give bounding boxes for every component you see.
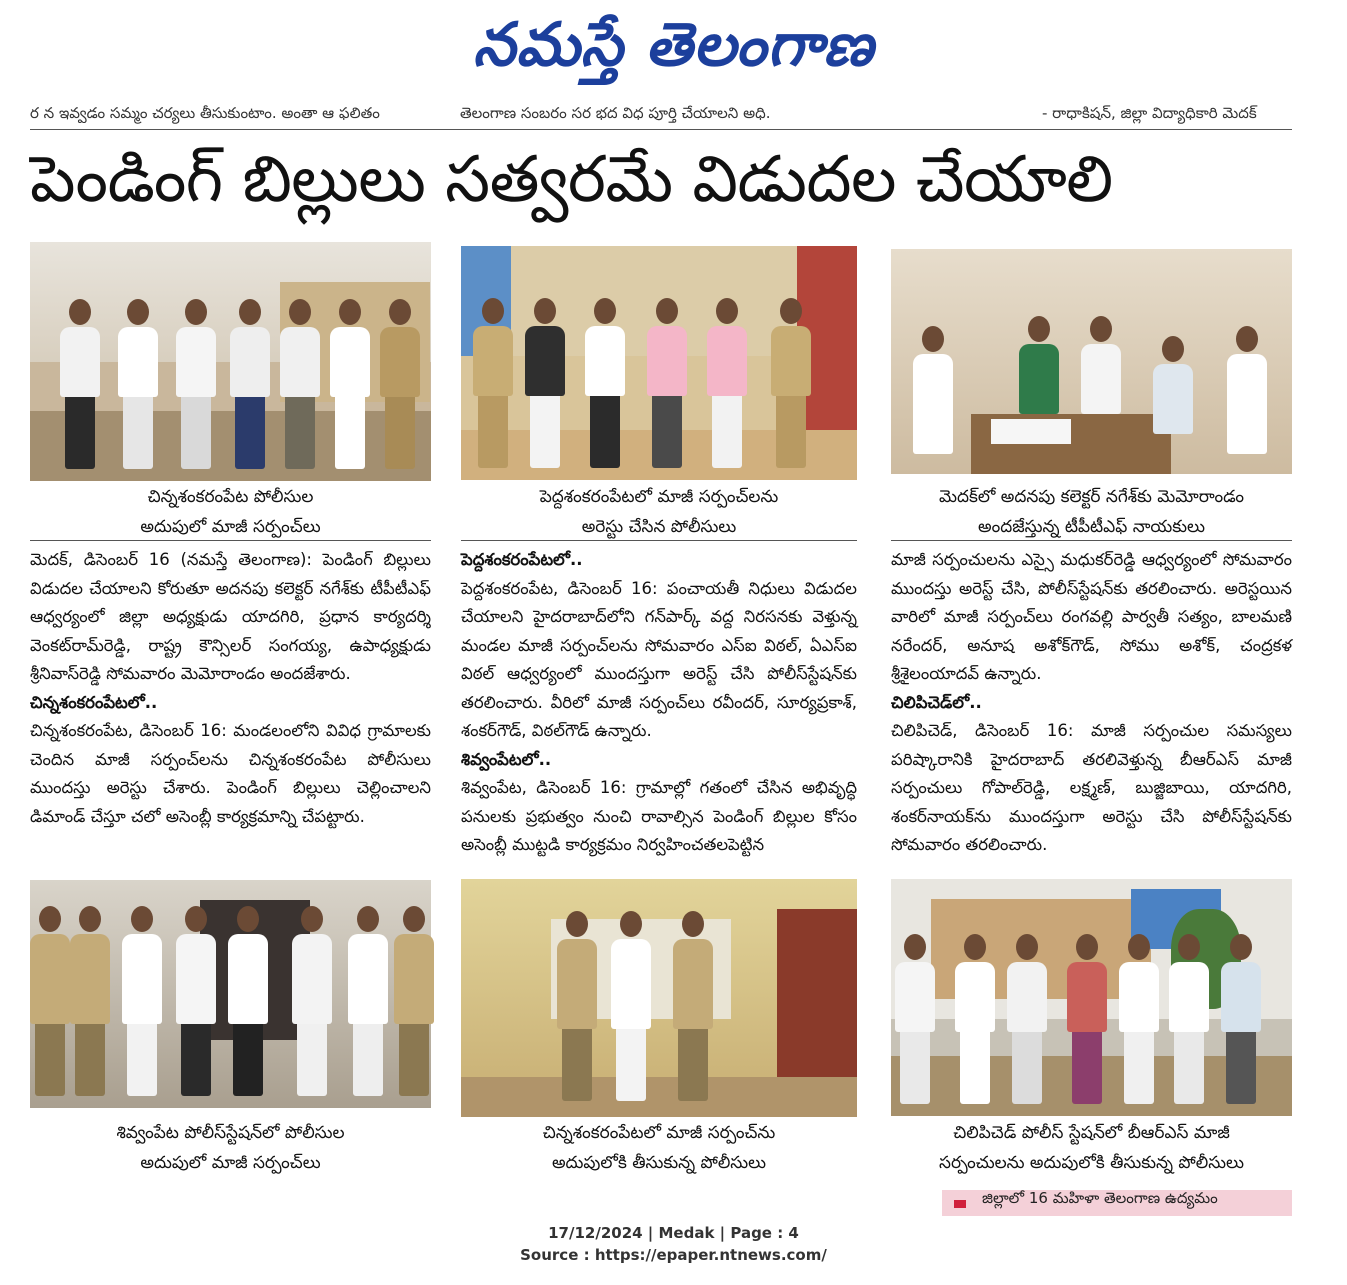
caption-photo-1: [30, 482, 431, 542]
caption-line: అందజేస్తున్న టీపీటీఎఫ్ నాయకులు: [978, 517, 1205, 537]
photo-shivvampet-station: [30, 880, 431, 1108]
article-paragraph: శివ్వంపేట, డిసెంబర్ 16: గ్రామాల్లో గతంలో చేసిన అభివృద్ధి పనులకు ప్రభుత్వం నుంచి రావాల్సిన పెండింగ్ బిల్లుల కోసం అసెంబ్లీ ముట్టడి కార్యక్రమం నిర్వహించతలపెట్టిన: [461, 778, 857, 854]
footer-source: Source : https://epaper.ntnews.com/: [520, 1246, 827, 1264]
caption-line: చిలిపిచెడ్ పోలీస్ స్టేషన్‌లో బీఆర్‌ఎస్ మాజీ: [953, 1123, 1230, 1143]
strip-left-text: ర న ఇవ్వడం సమ్మం చర్యలు తీసుకుంటాం. అంతా ఆ ఫలితం: [30, 104, 380, 122]
column-3-divider: [891, 540, 1292, 541]
caption-photo-6: [891, 1118, 1292, 1178]
caption-photo-5: [461, 1118, 857, 1178]
column-1-text: [30, 546, 431, 856]
masthead-title: నమస్తే తెలంగాణ: [472, 10, 875, 80]
photo-chinnashankarampet-police: [30, 242, 431, 481]
subheading: చిన్నశంకరంపేటలో..: [30, 692, 158, 712]
caption-photo-2: [461, 482, 857, 542]
masthead: [0, 4, 1347, 86]
caption-line: చిన్నశంకరంపేటలో మాజీ సర్పంచ్‌ను: [542, 1123, 776, 1143]
photo-medak-memorandum: [891, 249, 1292, 474]
headline: పెండింగ్ బిల్లులు సత్వరమే విడుదల చేయాలి: [30, 143, 1113, 217]
strip-text: జిల్లాలో 16 మహిళా తెలంగాణ ఉద్యమం: [982, 1189, 1218, 1207]
article-paragraph: మెదక్, డిసెంబర్ 16 (నమస్తే తెలంగాణ): పెండింగ్ బిల్లులు విడుదల చేయాలని కోరుతూ అదనపు కలెక్టర్ నగేశ్‌కు టీపీటీఎఫ్ ఆధ్వర్యంలో జిల్లా అధ్యక్షుడు యాదగిరి, ప్రధాన కార్యదర్శి వెంకట్‌రామ్‌రెడ్డి, రాష్ట్ర కౌన్సిలర్ సంగయ్య, ఉపాధ్యక్షుడు శ్రీనివాస్‌రెడ్డి సోమవారం మెమోరాండం అందజేశారు.: [30, 550, 431, 683]
strip-right-text: - రాధాకిషన్, జిల్లా విద్యాధికారి మెదక్: [1042, 104, 1257, 122]
caption-photo-4: [30, 1118, 431, 1178]
photo-chilipiched-station: [891, 879, 1292, 1116]
top-divider: [30, 129, 1292, 130]
caption-line: మెదక్‌లో అదనపు కలెక్టర్ నగేశ్‌కు మెమోరాండం: [938, 487, 1245, 507]
subheading: శివ్వంపేటలో..: [461, 749, 552, 769]
caption-line: అరెస్టు చేసిన పోలీసులు: [581, 517, 737, 537]
caption-line: పెద్దశంకరంపేటలో మాజీ సర్పంచ్‌లను: [539, 487, 779, 507]
subheading: పెద్దశంకరంపేటలో..: [461, 550, 583, 569]
subheading: చిలిపిచెడ్‌లో..: [891, 692, 982, 712]
footer-date-page: 17/12/2024 | Medak | Page : 4: [548, 1224, 799, 1242]
caption-line: అదుపులో మాజీ సర్పంచ్‌లు: [140, 517, 321, 537]
column-2-divider: [461, 540, 857, 541]
caption-line: అదుపులోకి తీసుకున్న పోలీసులు: [551, 1153, 767, 1173]
article-paragraph: మాజీ సర్పంచులను ఎస్సై మధుకర్‌రెడ్డి ఆధ్వర్యంలో సోమవారం ముందస్తు అరెస్ట్ చేసి, పోలీస్‌స్టేషన్‌కు తరలించారు. అరెస్టయిన వారిలో మాజీ సర్పంచ్‌లు రంగవల్లి పార్వతీ సత్యం, బాలమణి నరేందర్, అనూష అశోక్‌గౌడ్, సోము అశోక్, చంద్రకళ శ్రీశైలంయాదవ్ ఉన్నారు.: [891, 550, 1292, 683]
bullet-marker: [954, 1200, 966, 1208]
caption-line: అదుపులో మాజీ సర్పంచ్‌లు: [140, 1153, 321, 1173]
column-2-text: [461, 546, 857, 858]
article-paragraph: చిలిపిచెడ్, డిసెంబర్ 16: మాజీ సర్పంచుల సమస్యలు పరిష్కారానికి హైదరాబాద్ తరలివెళ్తున్న బీఆర్‌ఎస్ మాజీ సర్పంచులు గోపాల్‌రెడ్డి, లక్ష్మణ్, బుజ్జిబాయి, యాదగిరి, శంకర్‌నాయక్‌ను ముందస్తుగా అరెస్టు చేసి పోలీస్‌స్టేషన్‌కు సోమవారం తరలించారు.: [891, 721, 1292, 854]
caption-line: శివ్వంపేట పోలీస్‌స్టేషన్‌లో పోలీసుల: [116, 1123, 345, 1143]
caption-line: సర్పంచులను అదుపులోకి తీసుకున్న పోలీసులు: [939, 1153, 1244, 1173]
column-1-divider: [30, 540, 431, 541]
article-paragraph: పెద్దశంకరంపేట, డిసెంబర్ 16: పంచాయతీ నిధులు విడుదల చేయాలని హైదరాబాద్‌లోని గన్‌పార్క్ వద్ద నిరసనకు వెళ్తున్న మండల మాజీ సర్పంచ్‌లను సోమవారం ఎస్ఐ విఠల్, ఏఎస్ఐ విఠల్ ఆధ్వర్యంలో ముందస్తుగా అరెస్ట్ చేసి పోలీస్‌స్టేషన్‌కు తరలించారు. వీరిలో మాజీ సర్పంచ్‌లు రవీందర్, సూర్యప్రకాశ్, శంకర్‌గౌడ్, విఠల్‌గౌడ్ ఉన్నారు.: [461, 578, 857, 740]
next-article-strip: [942, 1190, 1292, 1216]
strip-middle-text: తెలంగాణ సంబరం సర భద విధ పూర్తి చేయాలని అధి.: [460, 104, 771, 122]
previous-article-strip: [30, 92, 1292, 122]
photo-chinnashankarampet-sarpanch: [461, 879, 857, 1117]
article-paragraph: చిన్నశంకరంపేట, డిసెంబర్ 16: మండలంలోని వివిధ గ్రామాలకు చెందిన మాజీ సర్పంచ్‌లను చిన్నశంకరంపేట పోలీసులు ముందస్తు అరెస్టు చేశారు. పెండింగ్ బిల్లులు చెల్లించాలని డిమాండ్ చేస్తూ చలో అసెంబ్లీ కార్యక్రమాన్ని చేపట్టారు.: [30, 721, 431, 826]
caption-photo-3: [891, 482, 1292, 542]
column-3-text: [891, 546, 1292, 858]
caption-line: చిన్నశంకరంపేట పోలీసుల: [147, 487, 314, 507]
photo-peddashankarampet-arrest: [461, 246, 857, 480]
